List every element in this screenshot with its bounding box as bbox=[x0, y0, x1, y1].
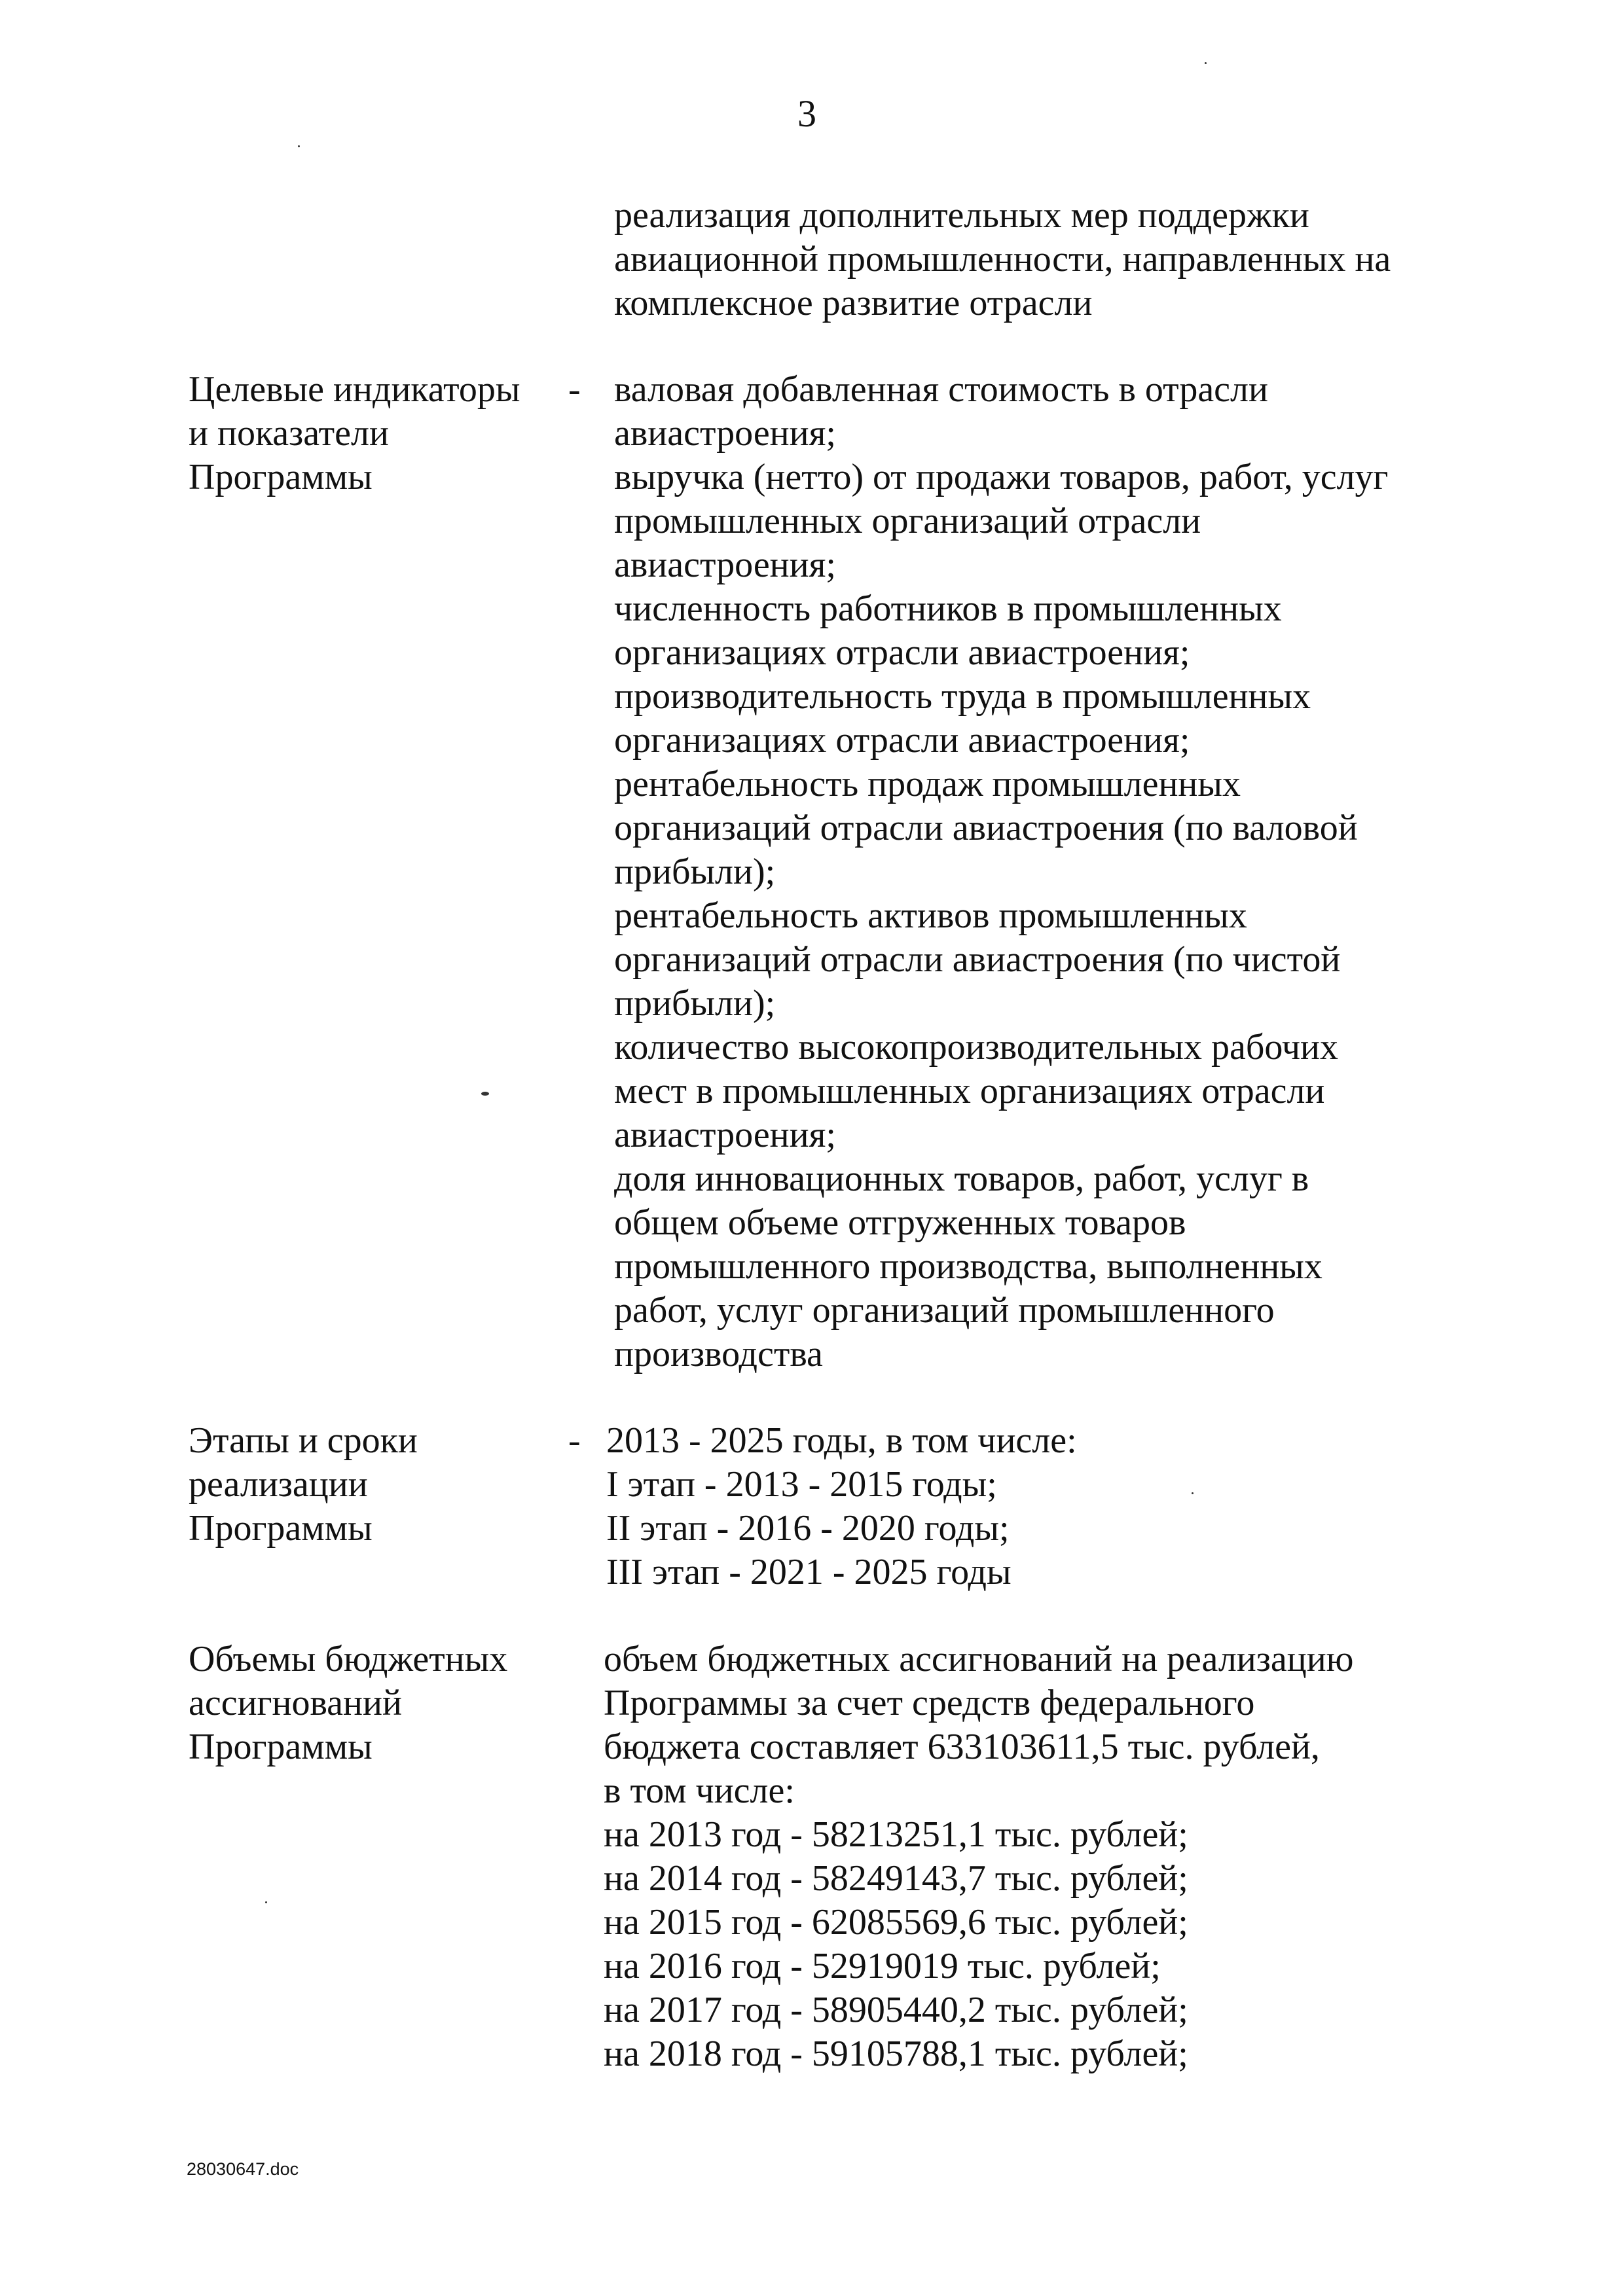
label-line: Программы bbox=[189, 457, 373, 497]
page-number: 3 bbox=[797, 92, 816, 135]
intro-line: авиационной промышленности, направленных на bbox=[614, 239, 1391, 279]
footer-filename: 28030647.doc bbox=[187, 2159, 299, 2179]
stage-line: II этап - 2016 - 2020 годы; bbox=[606, 1508, 1010, 1549]
budget-line: на 2015 год - 62085569,6 тыс. рублей; bbox=[604, 1902, 1188, 1943]
indicator-line: прибыли); bbox=[614, 983, 776, 1024]
indicator-line: доля инновационных товаров, работ, услуг в bbox=[614, 1158, 1309, 1199]
intro-line: комплексное развитие отрасли bbox=[614, 283, 1093, 323]
budget-line: на 2016 год - 52919019 тыс. рублей; bbox=[604, 1946, 1161, 1986]
indicator-line: численность работников в промышленных bbox=[614, 588, 1282, 629]
indicator-line: авиастроения; bbox=[614, 1115, 836, 1155]
indicator-line: выручка (нетто) от продажи товаров, работ, услуг bbox=[614, 457, 1389, 497]
budget-label bbox=[189, 1638, 555, 1769]
label-line: и показатели bbox=[189, 413, 389, 454]
indicator-line: рентабельность продаж промышленных bbox=[614, 764, 1241, 804]
budget-text bbox=[604, 1638, 1474, 2076]
budget-line: на 2013 год - 58213251,1 тыс. рублей; bbox=[604, 1814, 1188, 1855]
indicator-line: промышленного производства, выполненных bbox=[614, 1246, 1322, 1287]
indicator-line: общем объеме отгруженных товаров bbox=[614, 1202, 1186, 1243]
intro-text bbox=[614, 194, 1485, 325]
scan-speck bbox=[265, 1901, 267, 1903]
budget-line: на 2018 год - 59105788,1 тыс. рублей; bbox=[604, 2034, 1188, 2074]
indicator-line: организациях отрасли авиастроения; bbox=[614, 720, 1190, 761]
budget-line: объем бюджетных ассигнований на реализацию bbox=[604, 1639, 1354, 1679]
indicator-line: производительность труда в промышленных bbox=[614, 676, 1311, 717]
indicators-label bbox=[189, 368, 555, 499]
label-line: Программы bbox=[189, 1508, 373, 1549]
label-line: реализации bbox=[189, 1464, 368, 1505]
stages-label bbox=[189, 1419, 555, 1551]
indicator-line: организаций отрасли авиастроения (по чистой bbox=[614, 939, 1341, 980]
label-line: ассигнований bbox=[189, 1683, 402, 1723]
indicator-line: прибыли); bbox=[614, 852, 776, 892]
budget-line: бюджета составляет 633103611,5 тыс. рублей, bbox=[604, 1727, 1320, 1767]
stage-line: 2013 - 2025 годы, в том числе: bbox=[606, 1420, 1077, 1461]
indicator-line: авиастроения; bbox=[614, 545, 836, 585]
label-line: Этапы и сроки bbox=[189, 1420, 418, 1461]
budget-line: Программы за счет средств федерального bbox=[604, 1683, 1255, 1723]
indicator-line: количество высокопроизводительных рабочих bbox=[614, 1027, 1339, 1067]
budget-line: на 2017 год - 58905440,2 тыс. рублей; bbox=[604, 1990, 1188, 2030]
stage-line: I этап - 2013 - 2015 годы; bbox=[606, 1464, 997, 1505]
indicator-line: производства bbox=[614, 1334, 823, 1374]
scan-speck bbox=[1205, 62, 1207, 64]
indicator-line: работ, услуг организаций промышленного bbox=[614, 1290, 1275, 1331]
label-line: Целевые индикаторы bbox=[189, 369, 520, 410]
budget-line: в том числе: bbox=[604, 1770, 795, 1811]
budget-line: на 2014 год - 58249143,7 тыс. рублей; bbox=[604, 1858, 1188, 1899]
label-line: Объемы бюджетных bbox=[189, 1639, 508, 1679]
indicator-line: авиастроения; bbox=[614, 413, 836, 454]
indicators-dash: - bbox=[568, 369, 581, 410]
indicator-line: рентабельность активов промышленных bbox=[614, 895, 1247, 936]
stages-text bbox=[606, 1419, 1477, 1594]
label-line: Программы bbox=[189, 1727, 373, 1767]
stage-line: III этап - 2021 - 2025 годы bbox=[606, 1552, 1012, 1592]
indicator-line: организациях отрасли авиастроения; bbox=[614, 632, 1190, 673]
scan-speck bbox=[481, 1092, 489, 1096]
scan-speck bbox=[298, 145, 300, 147]
stages-dash: - bbox=[568, 1420, 581, 1461]
indicator-line: организаций отрасли авиастроения (по валовой bbox=[614, 808, 1358, 848]
indicator-line: промышленных организаций отрасли bbox=[614, 501, 1201, 541]
scan-speck bbox=[1192, 1492, 1194, 1494]
indicator-line: мест в промышленных организациях отрасли bbox=[614, 1071, 1325, 1111]
indicators-text bbox=[614, 368, 1485, 1376]
indicator-line: валовая добавленная стоимость в отрасли bbox=[614, 369, 1268, 410]
intro-line: реализация дополнительных мер поддержки bbox=[614, 195, 1309, 236]
